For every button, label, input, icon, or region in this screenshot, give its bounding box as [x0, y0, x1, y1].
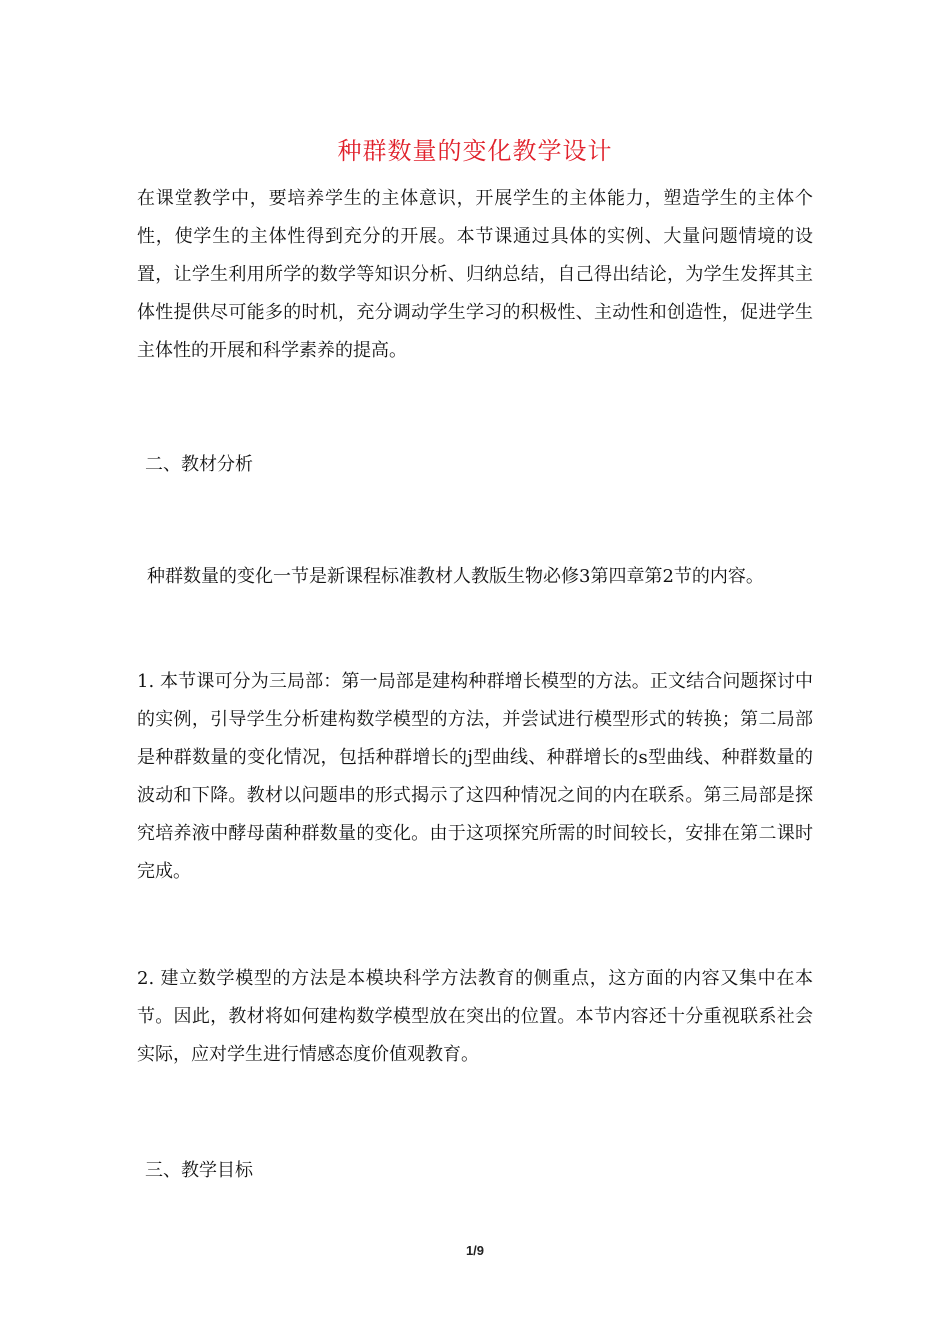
- textbook-point-1-paragraph: 1. 本节课可分为三局部：第一局部是建构种群增长模型的方法。正文结合问题探讨中的实例，引导学生分析建构数学模型的方法，并尝试进行模型形式的转换；第二局部是种群数量的变化情况，包括种群增长的j型曲线、种群增长的s型曲线、种群数量的波动和下降。教材以问题串的形式揭示了这四种情况之间的内在联系。第三局部是探究培养液中酵母菌种群数量的变化。由于这项探究所需的时间较长，安排在第二课时完成。: [137, 671, 813, 882]
- document-title: 种群数量的变化教学设计: [337, 137, 613, 165]
- textbook-point-2-paragraph: 2. 建立数学模型的方法是本模块科学方法教育的侧重点，这方面的内容又集中在本节。因此，教材将如何建构数学模型放在突出的位置。本节内容还十分重视联系社会实际，应对学生进行情感态度价值观教育。: [137, 968, 813, 1065]
- page-number: 1/9: [465, 1243, 485, 1258]
- section-heading-textbook-analysis: 二、教材分析: [145, 454, 253, 475]
- section-heading-teaching-goals: 三、教学目标: [145, 1160, 253, 1181]
- intro-paragraph: 在课堂教学中，要培养学生的主体意识，开展学生的主体能力，塑造学生的主体个性，使学生的主体性得到充分的开展。本节课通过具体的实例、大量问题情境的设置，让学生利用所学的数学等知识分析、归纳总结，自己得出结论，为学生发挥其主体性提供尽可能多的时机，充分调动学生学习的积极性、主动性和创造性，促进学生主体性的开展和科学素养的提高。: [137, 188, 813, 361]
- textbook-intro-paragraph: 种群数量的变化一节是新课程标准教材人教版生物必修3第四章第2节的内容。: [147, 566, 764, 587]
